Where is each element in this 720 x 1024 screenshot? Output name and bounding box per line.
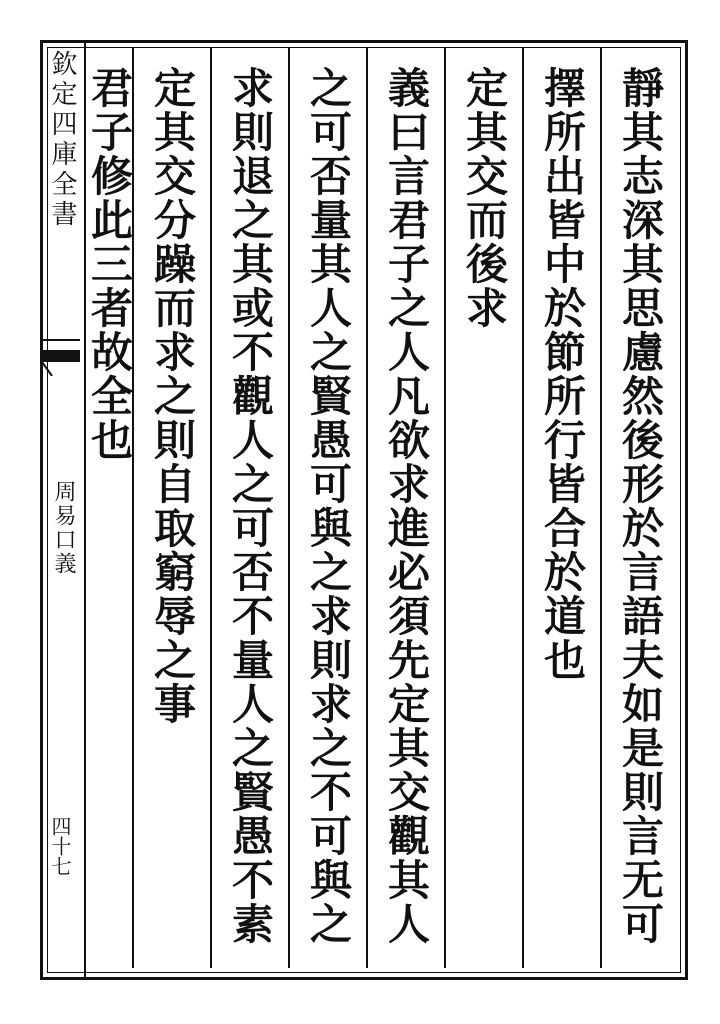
page-number: 四十七 — [48, 816, 72, 876]
column-text: 擇所出皆中於節所行皆合於道也 — [538, 66, 587, 682]
book-title: 欽定四庫全書 — [47, 50, 77, 230]
text-column-6 — [210, 48, 288, 968]
column-text: 之可否量其人之賢愚可與之求則求之不可與之 — [304, 66, 353, 946]
text-column-5 — [288, 48, 366, 968]
column-text: 定其交而後求 — [460, 66, 509, 330]
column-text: 求則退之其或不觀人之可否不量人之賢愚不素 — [226, 66, 275, 946]
text-column-2 — [522, 48, 600, 968]
text-column-3 — [444, 48, 522, 968]
text-column-7 — [132, 48, 210, 968]
section-title: 周易口義 — [51, 480, 76, 576]
text-column-1 — [600, 48, 678, 968]
column-text: 君子修此三者故全也 — [85, 66, 134, 462]
column-text: 定其交分躁而求之則自取窮辱之事 — [148, 66, 197, 726]
fish-tail-mark — [42, 336, 80, 376]
page-margin-strip — [40, 40, 86, 980]
column-text: 靜其志深其思慮然後形於言語夫如是則言无可 — [616, 66, 665, 946]
text-column-8 — [86, 48, 132, 968]
column-text: 義曰言君子之人凡欲求進必須先定其交觀其人 — [382, 66, 431, 946]
text-column-4 — [366, 48, 444, 968]
